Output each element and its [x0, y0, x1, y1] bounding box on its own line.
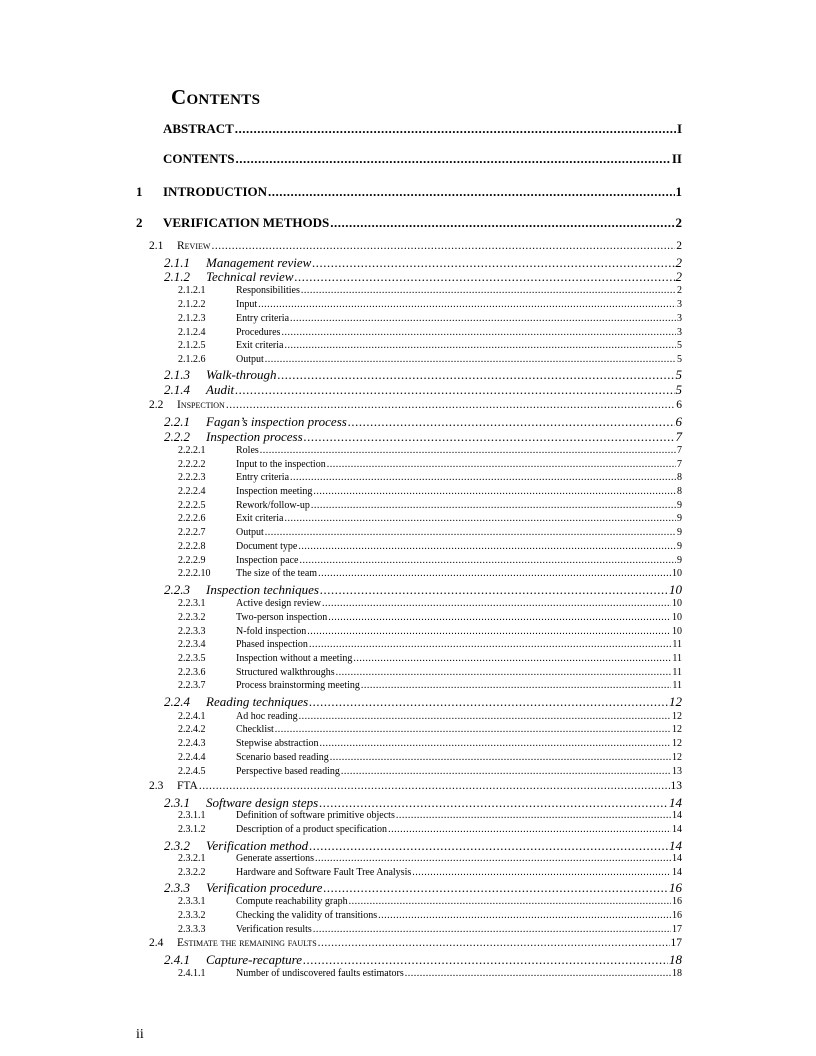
toc-entry-page: 3 — [677, 327, 682, 338]
toc-entry[interactable] — [178, 639, 682, 650]
toc-entry-page: 8 — [677, 486, 682, 497]
toc-entry-number: 2.2.3.6 — [178, 667, 206, 678]
dot-leader — [301, 285, 676, 296]
dot-leader — [309, 694, 668, 710]
toc-entry-title: Generate assertions — [236, 853, 315, 864]
toc-entry-title: ABSTRACT — [163, 121, 234, 136]
toc-entry[interactable] — [178, 810, 682, 821]
toc-entry[interactable] — [164, 880, 682, 896]
toc-entry-title: Entry criteria — [236, 472, 290, 483]
dot-leader — [318, 568, 671, 579]
toc-entry-title: Entry criteria — [236, 313, 290, 324]
toc-entry-page: 14 — [669, 795, 682, 810]
toc-entry-number: 2.3.1.2 — [178, 824, 206, 835]
toc-entry-title: Ad hoc reading — [236, 711, 298, 722]
toc-entry[interactable] — [136, 215, 682, 231]
toc-entry-title: Procedures — [236, 327, 281, 338]
toc-entry[interactable] — [178, 680, 682, 691]
toc-entry-page: 6 — [675, 414, 682, 429]
toc-entry[interactable] — [178, 853, 682, 864]
toc-entry-title: Hardware and Software Fault Tree Analysis — [236, 867, 412, 878]
dot-leader — [322, 598, 671, 609]
toc-entry[interactable] — [178, 598, 682, 609]
toc-entry-number: 2.2.3.3 — [178, 626, 206, 637]
dot-leader — [226, 399, 675, 411]
toc-entry-number: 2.1.2.5 — [178, 340, 206, 351]
toc-entry-page: 10 — [669, 582, 682, 597]
toc-entry-page: II — [671, 151, 682, 166]
toc-entry-title: Input to the inspection — [236, 459, 326, 470]
toc-entry-number: 2.3.3.3 — [178, 924, 206, 935]
toc-entry-page: 1 — [675, 184, 682, 199]
dot-leader — [290, 313, 676, 324]
dot-leader — [330, 752, 671, 763]
toc-entry[interactable] — [136, 184, 682, 200]
toc-entry-number: 2.1.2 — [164, 269, 190, 284]
toc-entry-page: 9 — [677, 541, 682, 552]
dot-leader — [388, 824, 671, 835]
toc-entry-title: Number of undiscovered faults estimators — [236, 968, 404, 979]
dot-leader — [315, 853, 671, 864]
dot-leader — [275, 724, 671, 735]
toc-entry-page: 17 — [672, 924, 682, 935]
dot-leader — [235, 382, 674, 398]
toc-entry-number: 2 — [136, 215, 143, 230]
toc-entry-page: 7 — [677, 459, 682, 470]
toc-entry-number: 2.1.1 — [164, 255, 190, 270]
dot-leader — [378, 910, 671, 921]
toc-entry[interactable] — [178, 472, 682, 483]
toc-entry-title: Review — [177, 240, 211, 252]
dot-leader — [318, 937, 670, 949]
toc-entry-number: 1 — [136, 184, 143, 199]
dot-leader — [323, 880, 668, 896]
toc-entry-title: Inspection without a meeting — [236, 653, 353, 664]
toc-entry[interactable] — [178, 527, 682, 538]
toc-entry[interactable] — [178, 555, 682, 566]
toc-entry[interactable] — [149, 937, 682, 949]
dot-leader — [341, 766, 671, 777]
toc-entry-page: 10 — [672, 612, 682, 623]
toc-entry-page: 11 — [672, 667, 682, 678]
dot-leader — [211, 240, 675, 252]
dot-leader — [313, 486, 676, 497]
toc-entry-number: 2.3.2.1 — [178, 853, 206, 864]
toc-entry-number: 2.1.2.2 — [178, 299, 206, 310]
toc-entry-title: Document type — [236, 541, 298, 552]
toc-entry-page: 18 — [669, 952, 682, 967]
toc-entry-page: 11 — [672, 680, 682, 691]
toc-entry[interactable] — [164, 367, 682, 383]
toc-entry[interactable] — [178, 568, 682, 579]
toc-entry-number: 2.2.3 — [164, 582, 190, 597]
toc-entry-title: Fagan’s inspection process — [206, 414, 347, 429]
toc-entry-page: 7 — [675, 429, 682, 444]
toc-entry-title: Inspection meeting — [236, 486, 313, 497]
toc-entry-number: 2.2.3.7 — [178, 680, 206, 691]
toc-entry-number: 2.2.2.9 — [178, 555, 206, 566]
toc-entry-page: 10 — [672, 568, 682, 579]
toc-entry[interactable] — [164, 382, 682, 398]
toc-entry-title: Compute reachability graph — [236, 896, 348, 907]
toc-entry-page: 16 — [672, 910, 682, 921]
toc-entry-number: 2.3.2.2 — [178, 867, 206, 878]
toc-entry-title: Stepwise abstraction — [236, 738, 319, 749]
dot-leader — [319, 738, 671, 749]
toc-entry[interactable] — [178, 738, 682, 749]
toc-entry-number: 2.2.3.4 — [178, 639, 206, 650]
toc-entry-number: 2.2 — [149, 399, 164, 411]
toc-entry[interactable] — [178, 313, 682, 324]
toc-entry[interactable] — [178, 459, 682, 470]
dot-leader — [304, 429, 675, 445]
toc-entry[interactable] — [178, 340, 682, 351]
toc-entry-title: Scenario based reading — [236, 752, 329, 763]
dot-leader — [303, 952, 668, 968]
toc-entry-page: 3 — [677, 299, 682, 310]
toc-entry-title: Responsibilities — [236, 285, 300, 296]
toc-entry[interactable] — [178, 711, 682, 722]
toc-entry-title: Technical review — [206, 269, 294, 284]
toc-entry[interactable] — [178, 724, 682, 735]
toc-entry-number: 2.2.2.4 — [178, 486, 206, 497]
toc-entry-number: 2.2.2.8 — [178, 541, 206, 552]
toc-entry[interactable] — [164, 429, 682, 445]
toc-entry-number: 2.3.3 — [164, 880, 190, 895]
toc-entry-number: 2.2.3.2 — [178, 612, 206, 623]
dot-leader — [328, 612, 671, 623]
toc-entry-page: 2 — [676, 240, 682, 252]
toc-entry-page: 10 — [672, 626, 682, 637]
toc-entry-number: 2.3 — [149, 780, 164, 792]
dot-leader — [290, 472, 676, 483]
dot-leader — [258, 299, 676, 310]
toc-entry[interactable] — [178, 612, 682, 623]
dot-leader — [319, 795, 668, 811]
toc-entry[interactable] — [136, 151, 682, 167]
toc-entry-number: 2.2.4.3 — [178, 738, 206, 749]
toc-entry-page: 16 — [672, 896, 682, 907]
toc-entry[interactable] — [149, 780, 682, 792]
toc-entry-title: Checking the validity of transitions — [236, 910, 378, 921]
toc-entry[interactable] — [149, 399, 682, 411]
dot-leader — [260, 445, 676, 456]
toc-entry-page: 5 — [675, 367, 682, 382]
toc-entry-page: 5 — [675, 382, 682, 397]
toc-entry-title: Inspection pace — [236, 555, 299, 566]
toc-entry[interactable] — [164, 694, 682, 710]
toc-entry[interactable] — [178, 285, 682, 296]
toc-entry-number: 2.1.2.3 — [178, 313, 206, 324]
toc-entry-page: 14 — [672, 867, 682, 878]
toc-entry[interactable] — [164, 269, 682, 285]
toc-entry-number: 2.4.1.1 — [178, 968, 206, 979]
toc-entry-page: 12 — [672, 752, 682, 763]
toc-entry[interactable] — [164, 582, 682, 598]
toc-entry-title: Verification method — [206, 838, 309, 853]
toc-entry-number: 2.1.2.1 — [178, 285, 206, 296]
toc-entry-title: Phased inspection — [236, 639, 308, 650]
dot-leader — [295, 269, 675, 285]
toc-entry-number: 2.2.4.4 — [178, 752, 206, 763]
toc-entry-number: 2.3.1.1 — [178, 810, 206, 821]
toc-entry-title: VERIFICATION METHODS — [163, 215, 330, 230]
toc-entry-number: 2.1.2.4 — [178, 327, 206, 338]
toc-entry[interactable] — [164, 414, 682, 430]
dot-leader — [353, 653, 671, 664]
toc-entry-title: Two-person inspection — [236, 612, 328, 623]
toc-entry-page: 11 — [672, 639, 682, 650]
toc-entry-page: 9 — [677, 527, 682, 538]
toc-entry-title: Inspection techniques — [206, 582, 319, 597]
toc-entry[interactable] — [164, 952, 682, 968]
toc-entry-number: 2.2.2.3 — [178, 472, 206, 483]
toc-entry[interactable] — [178, 867, 682, 878]
toc-entry-page: 5 — [677, 340, 682, 351]
toc-entry-page: 5 — [677, 354, 682, 365]
toc-entry-title: The size of the team — [236, 568, 318, 579]
toc-entry-number: 2.2.4.5 — [178, 766, 206, 777]
toc-entry-title: Active design review — [236, 598, 321, 609]
toc-entry-page: 12 — [672, 724, 682, 735]
dot-leader — [405, 968, 671, 979]
toc-entry-number: 2.3.3.1 — [178, 896, 206, 907]
toc-entry[interactable] — [178, 968, 682, 979]
dot-leader — [309, 838, 668, 854]
dot-leader — [330, 215, 674, 231]
toc-entry-number: 2.1.4 — [164, 382, 190, 397]
toc-entry-title: Perspective based reading — [236, 766, 340, 777]
toc-entry[interactable] — [178, 667, 682, 678]
dot-leader — [361, 680, 671, 691]
toc-entry-page: 14 — [672, 853, 682, 864]
toc-entry[interactable] — [178, 752, 682, 763]
toc-entry-number: 2.4 — [149, 937, 164, 949]
toc-entry-number: 2.2.2.5 — [178, 500, 206, 511]
toc-entry-number: 2.2.4.2 — [178, 724, 206, 735]
toc-entry-number: 2.3.3.2 — [178, 910, 206, 921]
toc-entry-page: 14 — [669, 838, 682, 853]
dot-leader — [284, 340, 676, 351]
dot-leader — [327, 459, 676, 470]
toc-entry[interactable] — [178, 500, 682, 511]
dot-leader — [348, 414, 675, 430]
toc-entry-page: 9 — [677, 513, 682, 524]
toc-entry-title: Capture-recapture — [206, 952, 303, 967]
dot-leader — [298, 541, 676, 552]
toc-entry-page: 2 — [677, 285, 682, 296]
dot-leader — [412, 867, 671, 878]
toc-entry-number: 2.2.1 — [164, 414, 190, 429]
toc-entry-page: 12 — [672, 738, 682, 749]
page-number: ii — [136, 1027, 144, 1042]
toc-entry-page: 12 — [669, 694, 682, 709]
toc-entry[interactable] — [178, 766, 682, 777]
dot-leader — [320, 582, 668, 598]
toc-entry-number: 2.2.3.5 — [178, 653, 206, 664]
dot-leader — [265, 527, 676, 538]
dot-leader — [268, 184, 674, 200]
toc-entry-number: 2.2.2.10 — [178, 568, 211, 579]
dot-leader — [309, 639, 671, 650]
toc-entry-number: 2.2.4 — [164, 694, 190, 709]
toc-entry-title: Reading techniques — [206, 694, 309, 709]
toc-entry-number: 2.2.2 — [164, 429, 190, 444]
toc-entry-title: Exit criteria — [236, 340, 284, 351]
toc-entry[interactable] — [178, 824, 682, 835]
toc-entry[interactable] — [164, 795, 682, 811]
toc-entry-title: Inspection process — [206, 429, 303, 444]
toc-entry[interactable] — [178, 445, 682, 456]
toc-entry-number: 2.3.2 — [164, 838, 190, 853]
toc-entry-number: 2.1.2.6 — [178, 354, 206, 365]
toc-entry-title: CONTENTS — [163, 151, 235, 166]
toc-entry-title: Input — [236, 299, 258, 310]
toc-entry-page: 2 — [675, 255, 682, 270]
dot-leader — [284, 513, 676, 524]
toc-entry-title: Audit — [206, 382, 235, 397]
toc-entry-number: 2.2.4.1 — [178, 711, 206, 722]
dot-leader — [281, 327, 676, 338]
toc-entry-page: I — [676, 121, 682, 136]
toc-entry[interactable] — [178, 896, 682, 907]
toc-entry-page: 7 — [677, 445, 682, 456]
toc-entry-title: Inspection — [177, 399, 225, 411]
dot-leader — [236, 151, 671, 167]
toc-entry-title: Verification results — [236, 924, 312, 935]
toc-entry-page: 2 — [675, 215, 682, 230]
toc-entry-title: Estimate the remaining faults — [177, 937, 317, 949]
toc-entry-number: 2.2.2.6 — [178, 513, 206, 524]
toc-entry-title: FTA — [177, 780, 198, 792]
toc-entry-page: 8 — [677, 472, 682, 483]
dot-leader — [299, 555, 676, 566]
toc-entry[interactable] — [136, 121, 682, 137]
dot-leader — [336, 667, 672, 678]
toc-entry-page: 12 — [672, 711, 682, 722]
dot-leader — [349, 896, 671, 907]
dot-leader — [235, 121, 676, 137]
toc-entry-page: 14 — [672, 810, 682, 821]
dot-leader — [307, 626, 671, 637]
toc-entry-page: 9 — [677, 555, 682, 566]
toc-entry-title: Verification procedure — [206, 880, 323, 895]
toc-entry-title: Exit criteria — [236, 513, 284, 524]
toc-entry-title: Output — [236, 354, 264, 365]
toc-entry[interactable] — [178, 910, 682, 921]
toc-entry-number: 2.1 — [149, 240, 164, 252]
dot-leader — [199, 780, 670, 792]
page-title: Contents — [171, 85, 261, 109]
toc-entry[interactable] — [178, 653, 682, 664]
dot-leader — [313, 924, 671, 935]
toc-entry-number: 2.2.2.2 — [178, 459, 206, 470]
toc-entry-title: Output — [236, 527, 264, 538]
toc-entry-page: 18 — [672, 968, 682, 979]
toc-entry-page: 10 — [672, 598, 682, 609]
toc-entry-page: 13 — [670, 780, 682, 792]
toc-entry[interactable] — [178, 541, 682, 552]
dot-leader — [278, 367, 675, 383]
toc-entry[interactable] — [178, 626, 682, 637]
toc-entry[interactable] — [178, 327, 682, 338]
toc-entry-page: 6 — [676, 399, 682, 411]
toc-entry-page: 16 — [669, 880, 682, 895]
toc-entry-number: 2.2.3.1 — [178, 598, 206, 609]
toc-entry-title: Walk-through — [206, 367, 277, 382]
toc-entry[interactable] — [178, 486, 682, 497]
toc-entry-title: Management review — [206, 255, 312, 270]
toc-entry-title: INTRODUCTION — [163, 184, 268, 199]
toc-entry-page: 17 — [670, 937, 682, 949]
toc-entry[interactable] — [178, 354, 682, 365]
toc-entry-title: Rework/follow-up — [236, 500, 310, 511]
toc-entry-page: 11 — [672, 653, 682, 664]
toc-entry[interactable] — [149, 240, 682, 252]
toc-entry-title: Software design steps — [206, 795, 319, 810]
toc-entry[interactable] — [178, 924, 682, 935]
toc-entry-title: Definition of software primitive objects — [236, 810, 395, 821]
dot-leader — [396, 810, 671, 821]
dot-leader — [265, 354, 676, 365]
toc-entry-number: 2.3.1 — [164, 795, 190, 810]
dot-leader — [311, 500, 676, 511]
toc-entry-page: 2 — [675, 269, 682, 284]
toc-entry[interactable] — [178, 299, 682, 310]
toc-entry-number: 2.2.2.7 — [178, 527, 206, 538]
toc-entry-page: 14 — [672, 824, 682, 835]
dot-leader — [299, 711, 671, 722]
toc-entry-number: 2.2.2.1 — [178, 445, 206, 456]
toc-entry[interactable] — [178, 513, 682, 524]
toc-entry-title: Roles — [236, 445, 259, 456]
toc-entry-title: Description of a product specification — [236, 824, 388, 835]
toc-entry-page: 13 — [672, 766, 682, 777]
toc-entry-number: 2.1.3 — [164, 367, 190, 382]
toc-entry-title: Checklist — [236, 724, 274, 735]
toc-entry-title: N-fold inspection — [236, 626, 307, 637]
toc-entry-number: 2.4.1 — [164, 952, 190, 967]
toc-entry-page: 3 — [677, 313, 682, 324]
toc-entry-title: Process brainstorming meeting — [236, 680, 360, 691]
toc-entry-title: Structured walkthroughs — [236, 667, 335, 678]
toc-entry-page: 9 — [677, 500, 682, 511]
toc-entry[interactable] — [164, 838, 682, 854]
